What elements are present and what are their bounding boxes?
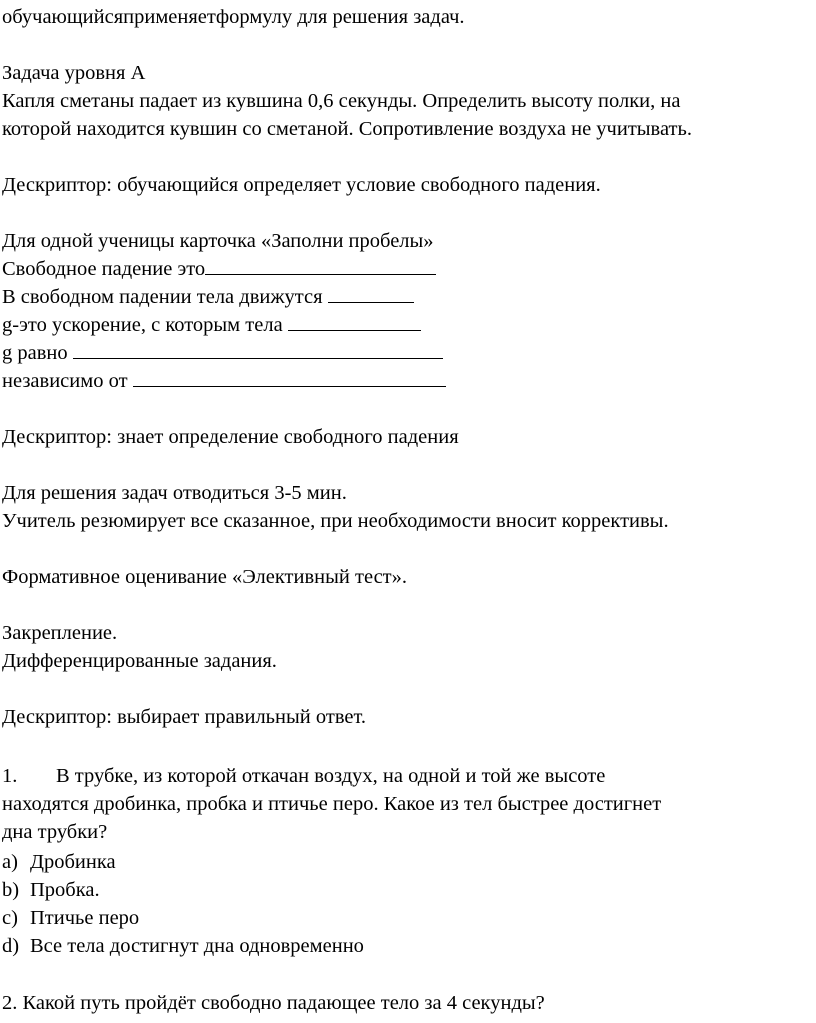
option-text: Дробинка [30, 851, 116, 873]
card-intro: Для одной ученицы карточка «Заполни пробелы» [2, 230, 434, 252]
descriptor-3: Дескриптор: выбирает правильный ответ. [2, 706, 367, 728]
fill-blank-row-5 [2, 367, 446, 395]
fill-blank-label-3: g-это ускорение, с которым тела [2, 314, 283, 336]
task-a-text-line-2: которой находится кувшин со сметаной. Сопротивление воздуха не учитывать. [2, 118, 692, 140]
task-a-heading: Задача уровня А [2, 62, 146, 84]
answer-option-d [2, 932, 364, 960]
blank-line-4 [73, 340, 443, 359]
option-text: Птичье перо [30, 907, 140, 929]
fill-blank-row-3 [2, 311, 421, 339]
teacher-line: Учитель резюмирует все сказанное, при необходимости вносит коррективы. [2, 510, 669, 532]
blank-line-3 [288, 312, 421, 331]
task-a-text-line-1: Капля сметаны падает из кувшина 0,6 секунды. Определить высоту полки, на [2, 90, 681, 112]
question-1-text-1: В трубке, из которой откачан воздух, на одной и той же высоте [56, 765, 606, 787]
fill-blank-row-1 [2, 255, 436, 283]
fill-blank-label-2: В свободном падении тела движутся [2, 286, 323, 308]
blank-line-5 [133, 368, 446, 387]
descriptor-2: Дескриптор: знает определение свободного падения [2, 426, 459, 448]
fill-blank-row-4 [2, 339, 443, 367]
fill-blank-row-2 [2, 283, 414, 311]
option-text: Пробка. [30, 879, 100, 901]
question-1-line-1 [2, 762, 605, 790]
question-2: 2. Какой путь пройдёт свободно падающее тело за 4 секунды? [2, 992, 545, 1014]
answer-option-a [2, 848, 116, 876]
question-1-line-3: дна трубки? [2, 821, 108, 843]
blank-line-1 [205, 256, 436, 275]
fill-blank-label-1: Свободное падение это [2, 258, 206, 280]
fill-blank-label-4: g равно [2, 342, 68, 364]
consolidation: Закрепление. [2, 622, 118, 644]
option-letter: c) [2, 907, 18, 929]
question-1-line-2: находятся дробинка, пробка и птичье перо. Какое из тел быстрее достигнет [2, 793, 662, 815]
fill-blank-label-5: независимо от [2, 370, 128, 392]
differentiated-tasks: Дифференцированные задания. [2, 650, 277, 672]
answer-option-b [2, 876, 100, 904]
option-letter: b) [2, 879, 20, 901]
answer-option-c [2, 904, 139, 932]
descriptor-1: Дескриптор: обучающийся определяет условие свободного падения. [2, 174, 601, 196]
blank-line-2 [328, 284, 414, 303]
time-line: Для решения задач отводиться 3-5 мин. [2, 482, 347, 504]
option-letter: d) [2, 935, 20, 957]
option-letter: a) [2, 851, 18, 873]
formative-assessment: Формативное оценивание «Элективный тест». [2, 566, 408, 588]
question-1-number: 1. [2, 765, 18, 787]
option-text: Все тела достигнут дна одновременно [30, 935, 364, 957]
intro-line: обучающийсяприменяетформулу для решения задач. [2, 6, 465, 28]
